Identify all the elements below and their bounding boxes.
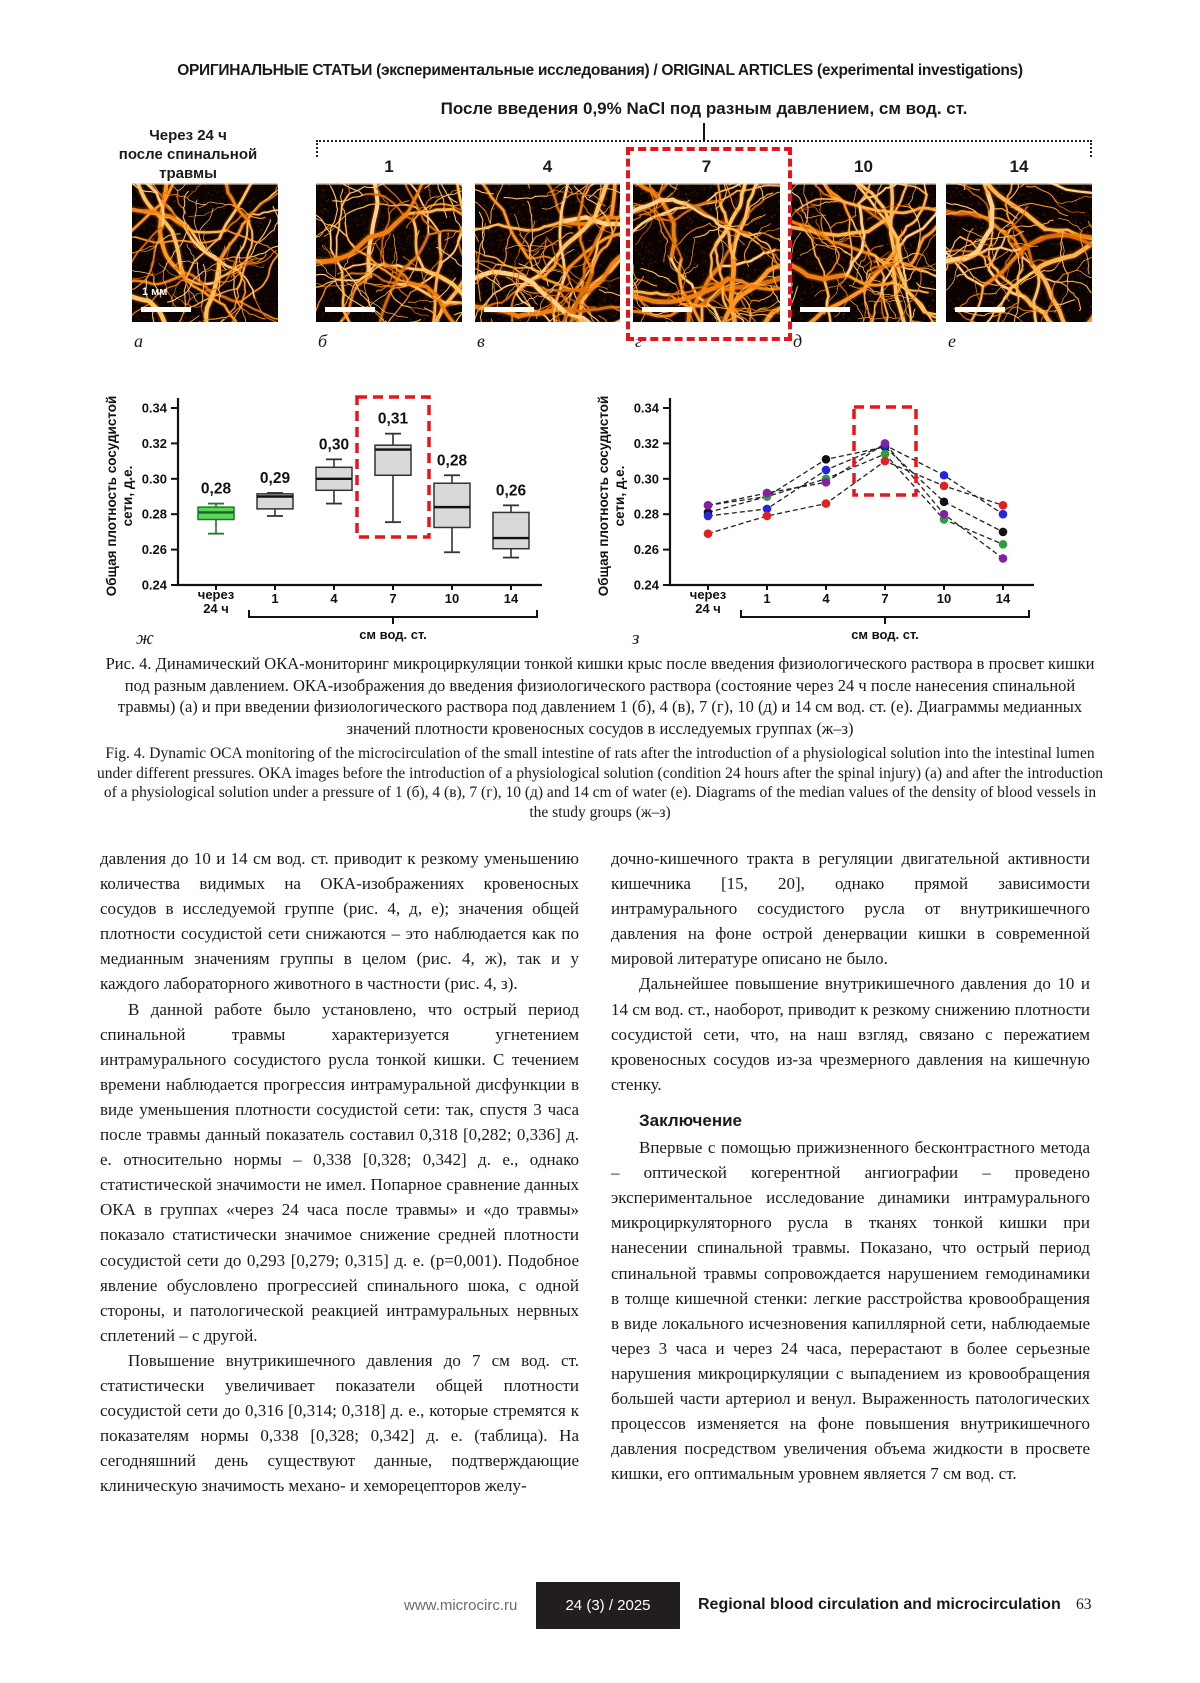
footer-site-url: www.microcirc.ru	[404, 1597, 518, 1614]
svg-text:см вод. ст.: см вод. ст.	[359, 627, 427, 642]
panel-letter-z: з	[632, 628, 640, 649]
panel-letter-а: а	[134, 331, 143, 351]
oca-image-а	[132, 183, 278, 322]
body-paragraph: Впервые с помощью прижизненного бесконтрастного метода – оптической когерентной ангиографии – проведено экспериментальное исследование динамики интрамурального микроциркуляторного русла в тканях тонкой кишки при нанесении спинальной травмы. Показано, что острый период спинальной травмы сопровождается нарушением гемодинамики в толще кишечной стенки: легкие расстройства кровообращения в виде локального исчезновения капиллярной сети, наблюдаемые через 3 часа и через 24 часа, перерастают в более серьезные нарушения микроциркуляции с выпадением из кровообращения большей части артериол и венул. Выраженность патологических процессов изменяется на фоне повышения внутрикишечного давления посредством увеличения объема жидкости в просвете кишки, его оптимальным уровнем является 7 см вод. ст.	[611, 1138, 1090, 1484]
pressure-label-10: 10	[854, 157, 873, 176]
bracket-center-tick	[703, 123, 705, 141]
body-paragraph: дочно-кишечного тракта в регуляции двигательной активности кишечника [15, 20], однако прямой зависимости интрамурального сосудистого русла от внутрикишечного давления на фоне острой денервации кишки в современной мировой литературе описано не было.	[611, 849, 1090, 969]
panel-letter-в: в	[477, 331, 485, 351]
pressure-label-7: 7	[701, 157, 712, 176]
svg-text:0.30: 0.30	[141, 471, 167, 487]
pressure-label-14: 14	[1009, 157, 1029, 176]
footer-issue-badge: 24 (3) / 2025	[536, 1582, 680, 1629]
oca-image-д	[791, 183, 936, 322]
svg-text:4: 4	[330, 591, 338, 606]
svg-text:10: 10	[936, 591, 952, 606]
article-body	[100, 846, 1090, 1498]
svg-text:7: 7	[881, 591, 889, 606]
svg-text:0.28: 0.28	[141, 506, 167, 522]
oca-image-е	[946, 183, 1092, 322]
pressure-label-4: 4	[542, 157, 553, 176]
svg-text:через: через	[197, 587, 235, 602]
svg-text:см вод. ст.: см вод. ст.	[851, 627, 919, 642]
svg-text:0.26: 0.26	[633, 542, 659, 558]
figure-caption-en: Fig. 4. Dynamic OCA monitoring of the microcirculation of the small intestine of rats after the introduction of a physiological solution into the intestinal lumen under different pressures. OKA images before the introduction of a physiological solution (condition 24 hours after the spinal injury) (а) and after the introduction of a physiological solution under a pressure of 1 (б), 4 (в), 7 (г), 10 (д) and 14 cm of water (е). Diagrams of the median values of the density of blood vessels in the study groups (ж–з)	[96, 745, 1104, 821]
footer-journal-title: Regional blood circulation and microcirculation	[698, 1596, 1061, 1613]
running-head: ОРИГИНАЛЬНЫЕ СТАТЬИ (экспериментальные исследования) / ORIGINAL ARTICLES (experimental investigations)	[177, 62, 1023, 79]
page-number: 63	[1076, 1596, 1092, 1613]
svg-text:24 ч: 24 ч	[203, 601, 229, 616]
svg-text:0,29: 0,29	[259, 469, 291, 487]
boxplot-chart	[94, 370, 554, 670]
page-footer	[0, 1582, 1200, 1630]
panel-letter-zh: ж	[136, 628, 154, 649]
scale-bar-label: 1 мм	[142, 286, 168, 298]
figure-caption-ru: Рис. 4. Динамический ОКА-мониторинг микроциркуляции тонкой кишки крыс после введения физиологического раствора в просвет кишки под разным давлением. ОКА-изображения до введения физиологического раствора (состояние через 24 ч после нанесения спинальной травмы) (а) и при введении физиологического раствора под давлением 1 (б), 4 (в), 7 (г), 10 (д) и 14 см вод. ст. (е). Диаграммы медианных значений плотности кровеносных сосудов в исследуемых группах (ж–з)	[105, 654, 1095, 738]
svg-text:Общая плотность сосудистой: Общая плотность сосудистой	[596, 395, 611, 597]
svg-text:Общая плотность сосудистой: Общая плотность сосудистой	[104, 395, 119, 597]
svg-text:сети, д.е.: сети, д.е.	[120, 465, 135, 527]
svg-text:0,30: 0,30	[318, 436, 350, 454]
svg-text:0,28: 0,28	[436, 452, 468, 470]
svg-text:0.24: 0.24	[141, 577, 167, 593]
svg-text:14: 14	[995, 591, 1011, 606]
svg-text:1: 1	[763, 591, 771, 606]
svg-text:0.26: 0.26	[141, 542, 167, 558]
body-paragraph: Дальнейшее повышение внутрикишечного давления до 10 и 14 см вод. ст., наоборот, приводит к резкому снижению плотности сосудистой сети, что, на наш взгляд, связано с пережатием кровеносных сосудов из-за чрезмерного давления на кишечную стенку.	[611, 974, 1090, 1094]
pressure-label-1: 1	[384, 157, 394, 176]
svg-text:0.34: 0.34	[633, 400, 659, 416]
svg-text:7: 7	[389, 591, 397, 606]
oca-image-в	[475, 183, 620, 322]
highlight-box-image-7	[626, 147, 792, 341]
svg-text:24 ч: 24 ч	[695, 601, 721, 616]
svg-text:0.24: 0.24	[633, 577, 659, 593]
line-chart	[586, 370, 1046, 670]
svg-text:1: 1	[271, 591, 279, 606]
panel-letter-г: г	[635, 331, 643, 351]
panel-letter-е: е	[948, 331, 956, 351]
svg-text:0.32: 0.32	[141, 435, 167, 451]
svg-text:0,31: 0,31	[377, 410, 409, 428]
svg-text:0,26: 0,26	[495, 482, 527, 500]
body-paragraph: давления до 10 и 14 см вод. ст. приводит к резкому уменьшению количества видимых на ОКА-изображениях кровеносных сосудов в исследуемой группе (рис. 4, д, е); значения общей плотности сосудистой сети снижаются – это наблюдается как по медианным значениям группы в целом (рис. 4, ж), так и у каждого лабораторного животного в частности (рис. 4, з).	[100, 849, 579, 994]
svg-text:10: 10	[444, 591, 460, 606]
svg-text:через: через	[689, 587, 727, 602]
svg-text:4: 4	[822, 591, 830, 606]
right-column	[611, 846, 1090, 1498]
svg-text:0,28: 0,28	[200, 480, 232, 498]
svg-text:14: 14	[503, 591, 519, 606]
figure-baseline-label: Через 24 ч после спинальной травмы	[118, 127, 258, 182]
svg-text:0.28: 0.28	[633, 506, 659, 522]
svg-text:0.34: 0.34	[141, 400, 167, 416]
svg-text:0.30: 0.30	[633, 471, 659, 487]
left-column	[100, 846, 579, 1498]
oca-image-б	[316, 183, 462, 322]
svg-text:0.32: 0.32	[633, 435, 659, 451]
conclusion-heading: Заключение	[639, 1110, 742, 1130]
svg-text:сети, д.е.: сети, д.е.	[612, 465, 627, 527]
panel-letter-б: б	[318, 331, 328, 351]
body-paragraph: Повышение внутрикишечного давления до 7 см вод. ст. статистически увеличивает показатели общей плотности сосудистой сети до 0,316 [0,314; 0,318] д. е., которые стремятся к показателям нормы 0,338 [0,328; 0,342] д. е. (таблица). На сегодняшний день существуют данные, подтверждающие клиническую значимость механо- и хеморецепторов желу-	[100, 1350, 579, 1496]
body-paragraph: В данной работе было установлено, что острый период спинальной травмы характеризуется угнетением интрамурального сосудистого русла тонкой кишки. С течением времени наблюдается прогрессия интрамуральной дисфункции в виде уменьшения плотности сосудистой сети: так, спустя 3 часа после травмы данный показатель составил 0,318 [0,282; 0,336] д. е. относительно нормы – 0,338 [0,328; 0,342] д. е., однако статистической значимости не имел. Попарное сравнение данных ОКА в группах «через 24 часа после травмы» и «до травмы» показало статистически значимое снижение средней плотности сосудистой сети до 0,293 [0,279; 0,315] д. е. (p=0,001). Подобное явление обусловлено прогрессией спинального шока, с одной стороны, и патологической реакцией интрамуральных нервных сплетений – с другой.	[100, 999, 579, 1345]
panel-letter-д: д	[793, 331, 803, 351]
figure-pressure-title: После введения 0,9% NaCl под разным давлением, см вод. ст.	[440, 99, 968, 118]
